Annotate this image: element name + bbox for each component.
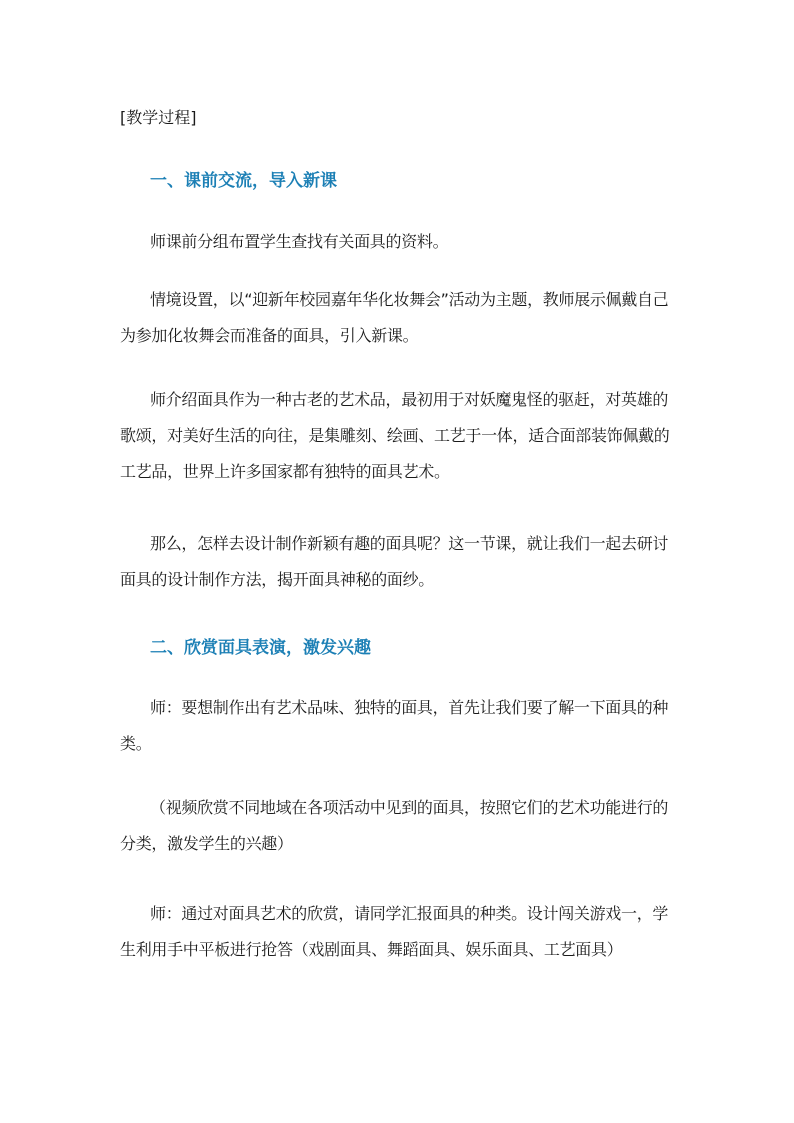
paragraph-1-2: 情境设置，以“迎新年校园嘉年华化妆舞会”活动为主题，教师展示佩戴自己为参加化妆舞会而准备的面具，引入新课。: [120, 290, 669, 345]
paragraph-2-3: 师：通过对面具艺术的欣赏，请同学汇报面具的种类。设计闯关游戏一，学生利用手中平板进行抢答（戏剧面具、舞蹈面具、娱乐面具、工艺面具）: [120, 904, 669, 959]
paragraph-2-2: （视频欣赏不同地域在各项活动中见到的面具，按照它们的艺术功能进行的分类，激发学生的兴趣）: [120, 798, 669, 853]
paragraph-1-3: 师介绍面具作为一种古老的艺术品，最初用于对妖魔鬼怪的驱赶，对英雄的歌颂，对美好生活的向往，是集雕刻、绘画、工艺于一体，适合面部装饰佩戴的工艺品，世界上许多国家都有独特的面具艺术。: [120, 390, 670, 481]
paragraph-1-4: 那么，怎样去设计制作新颖有趣的面具呢？这一节课，就让我们一起去研讨面具的设计制作方法，揭开面具神秘的面纱。: [120, 534, 669, 589]
heading-2: 二、欣赏面具表演，激发兴趣: [150, 638, 371, 658]
heading-1: 一、课前交流，导入新课: [150, 171, 337, 191]
paragraph-1-1: 师课前分组布置学生查找有关面具的资料。: [150, 232, 449, 251]
paragraph-2-1: 师：要想制作出有艺术品味、独特的面具，首先让我们要了解一下面具的种类。: [120, 698, 669, 753]
section-label: [教学过程]: [120, 108, 197, 127]
